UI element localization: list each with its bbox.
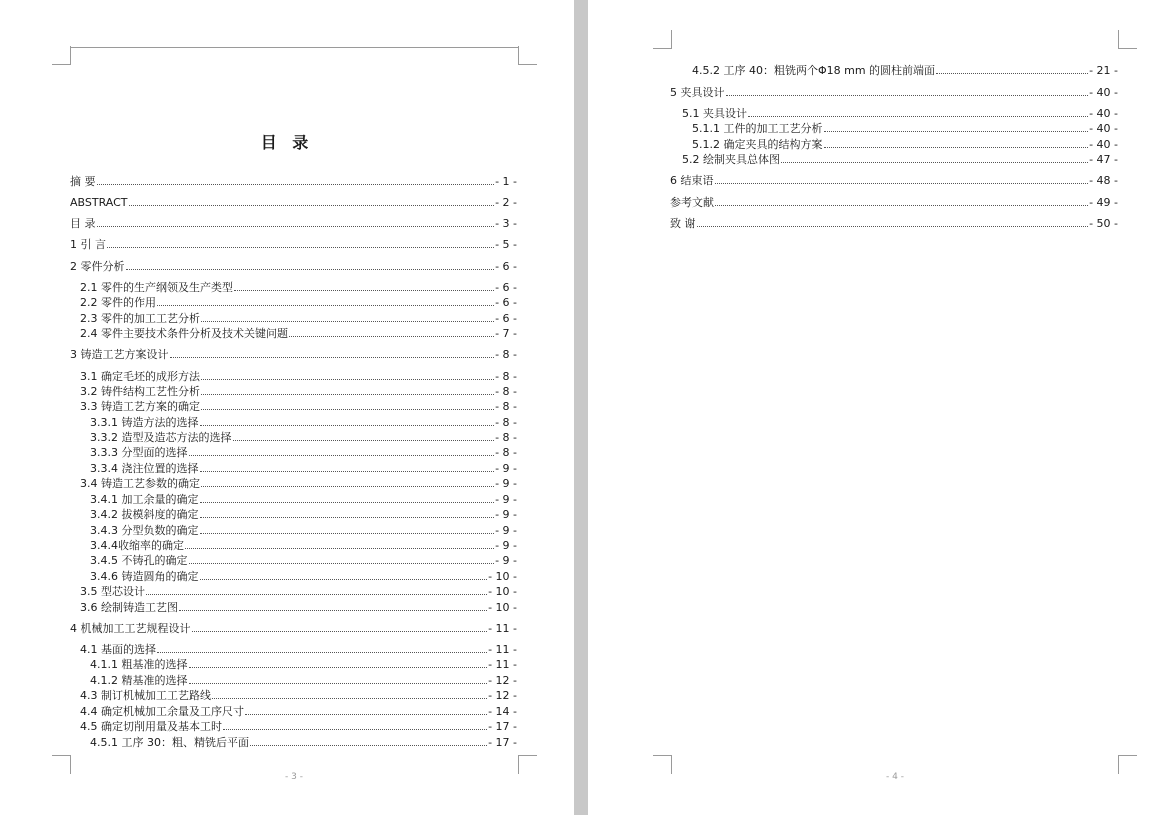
- page-gutter: [574, 0, 588, 815]
- dot-leader: [185, 548, 494, 549]
- toc-entry-label: 2.2 零件的作用: [80, 296, 156, 309]
- toc-entry-page-number: - 12 -: [488, 689, 517, 702]
- toc-entry-page-number: - 17 -: [488, 736, 517, 749]
- toc-entry-label: 3.1 确定毛坯的成形方法: [80, 370, 200, 383]
- dot-leader: [200, 471, 495, 472]
- toc-entry-page-number: - 8 -: [495, 446, 517, 459]
- toc-entry-page-number: - 12 -: [488, 674, 517, 687]
- dot-leader: [157, 305, 494, 306]
- toc-entry-label: 4.5.2 工序 40：粗铣两个Φ18 mm 的圆柱前端面: [692, 64, 936, 77]
- toc-entry-page-number: - 21 -: [1089, 64, 1118, 77]
- toc-entry[interactable]: [670, 86, 1118, 99]
- toc-entry[interactable]: [80, 601, 517, 614]
- toc-entry-label: 3.3 铸造工艺方案的确定: [80, 400, 200, 413]
- toc-entry-page-number: - 9 -: [495, 554, 517, 567]
- dot-leader: [936, 73, 1088, 74]
- toc-entry-page-number: - 9 -: [495, 508, 517, 521]
- toc-entry[interactable]: [80, 370, 517, 383]
- toc-entry-label: 4.3 制订机械加工工艺路线: [80, 689, 211, 702]
- dot-leader: [200, 517, 495, 518]
- toc-entry[interactable]: [90, 462, 517, 475]
- dot-leader: [189, 455, 495, 456]
- toc-entry-page-number: - 6 -: [495, 312, 517, 325]
- toc-entry-label: 2.4 零件主要技术条件分析及技术关键问题: [80, 327, 288, 340]
- dot-leader: [157, 652, 487, 653]
- toc-entry[interactable]: [70, 217, 517, 230]
- crop-mark-top-left: [52, 46, 71, 65]
- dot-leader: [715, 205, 1088, 206]
- toc-entry-label: 3.2 铸件结构工艺性分析: [80, 385, 200, 398]
- dot-leader: [97, 184, 495, 185]
- dot-leader: [824, 131, 1089, 132]
- toc-entry[interactable]: [90, 446, 517, 459]
- toc-entry[interactable]: [90, 508, 517, 521]
- toc-entry-page-number: - 8 -: [495, 370, 517, 383]
- toc-entry[interactable]: [70, 260, 517, 273]
- toc-entry[interactable]: [90, 539, 517, 552]
- toc-entry-page-number: - 9 -: [495, 524, 517, 537]
- toc-entry-page-number: - 11 -: [488, 643, 517, 656]
- toc-entry-page-number: - 47 -: [1089, 153, 1118, 166]
- toc-entry[interactable]: [670, 174, 1118, 187]
- toc-entry-page-number: - 17 -: [488, 720, 517, 733]
- toc-entry[interactable]: [90, 493, 517, 506]
- dot-leader: [234, 290, 494, 291]
- toc-entry[interactable]: [670, 217, 1118, 230]
- toc-entry-page-number: - 9 -: [495, 539, 517, 552]
- toc-entry-label: 3.4.4收缩率的确定: [90, 539, 184, 552]
- toc-entry[interactable]: [80, 327, 517, 340]
- page-number: - 3 -: [285, 772, 303, 782]
- toc-entry[interactable]: [80, 400, 517, 413]
- crop-mark-bottom-left: [52, 755, 71, 774]
- toc-entry-page-number: - 40 -: [1089, 122, 1118, 135]
- toc-entry-page-number: - 40 -: [1089, 107, 1118, 120]
- toc-entry[interactable]: [70, 196, 517, 209]
- toc-entry[interactable]: [90, 570, 517, 583]
- toc-entry-label: 4.1.2 精基准的选择: [90, 674, 188, 687]
- toc-entry-page-number: - 1 -: [495, 175, 517, 188]
- toc-entry-label: 3.4.2 拔模斜度的确定: [90, 508, 199, 521]
- dot-leader: [126, 269, 495, 270]
- toc-entry-page-number: - 9 -: [495, 477, 517, 490]
- dot-leader: [223, 729, 487, 730]
- toc-entry-page-number: - 11 -: [488, 658, 517, 671]
- toc-entry-label: 3.4.5 不铸孔的确定: [90, 554, 188, 567]
- toc-entry-page-number: - 9 -: [495, 493, 517, 506]
- dot-leader: [201, 486, 494, 487]
- toc-entry[interactable]: [80, 477, 517, 490]
- toc-entry-label: 5.1.1 工件的加工工艺分析: [692, 122, 823, 135]
- toc-entry-page-number: - 49 -: [1089, 196, 1118, 209]
- toc-entry[interactable]: [682, 153, 1118, 166]
- toc-entry[interactable]: [90, 736, 517, 749]
- crop-mark-top-left: [653, 30, 672, 49]
- dot-leader: [748, 116, 1088, 117]
- dot-leader: [212, 698, 487, 699]
- dot-leader: [170, 357, 495, 358]
- toc-entry-page-number: - 11 -: [488, 622, 517, 635]
- toc-entry-page-number: - 5 -: [495, 238, 517, 251]
- crop-mark-top-right: [1118, 30, 1137, 49]
- dot-leader: [726, 95, 1089, 96]
- dot-leader: [129, 205, 495, 206]
- toc-entry[interactable]: [80, 385, 517, 398]
- toc-entry-label: 5.1.2 确定夹具的结构方案: [692, 138, 823, 151]
- toc-entry-label: 3.3.4 浇注位置的选择: [90, 462, 199, 475]
- toc-entry-label: 3.3.3 分型面的选择: [90, 446, 188, 459]
- toc-entry-page-number: - 9 -: [495, 462, 517, 475]
- dot-leader: [107, 247, 494, 248]
- toc-entry-page-number: - 8 -: [495, 348, 517, 361]
- toc-entry[interactable]: [80, 296, 517, 309]
- dot-leader: [824, 147, 1089, 148]
- toc-entry[interactable]: [692, 122, 1118, 135]
- toc-entry-page-number: - 7 -: [495, 327, 517, 340]
- toc-entry-label: 3.4 铸造工艺参数的确定: [80, 477, 200, 490]
- toc-entry-page-number: - 8 -: [495, 400, 517, 413]
- toc-entry-page-number: - 50 -: [1089, 217, 1118, 230]
- dot-leader: [200, 533, 495, 534]
- toc-entry-label: 3.5 型芯设计: [80, 585, 145, 598]
- dot-leader: [97, 226, 495, 227]
- toc-entry-page-number: - 14 -: [488, 705, 517, 718]
- toc-entry-label: 3.4.3 分型负数的确定: [90, 524, 199, 537]
- toc-entry-label: 4.1.1 粗基准的选择: [90, 658, 188, 671]
- dot-leader: [715, 183, 1089, 184]
- toc-entry-label: 5 夹具设计: [670, 86, 725, 99]
- toc-entry[interactable]: [80, 705, 517, 718]
- toc-entry-page-number: - 8 -: [495, 385, 517, 398]
- crop-mark-bottom-right: [1118, 755, 1137, 774]
- toc-entry-label: 4.5 确定切削用量及基本工时: [80, 720, 222, 733]
- toc-entry-label: 5.1 夹具设计: [682, 107, 747, 120]
- toc-entry-page-number: - 8 -: [495, 431, 517, 444]
- dot-leader: [201, 321, 494, 322]
- dot-leader: [250, 745, 487, 746]
- toc-entry[interactable]: [90, 524, 517, 537]
- page-number: - 4 -: [886, 772, 904, 782]
- crop-mark-bottom-left: [653, 755, 672, 774]
- toc-entry-label: 1 引 言: [70, 238, 106, 251]
- toc-entry-label: 2.3 零件的加工工艺分析: [80, 312, 200, 325]
- toc-entry-label: 致 谢: [670, 217, 696, 230]
- toc-entry-label: 2 零件分析: [70, 260, 125, 273]
- dot-leader: [146, 594, 487, 595]
- dot-leader: [189, 667, 488, 668]
- toc-entry-label: ABSTRACT: [70, 196, 128, 209]
- toc-entry[interactable]: [80, 312, 517, 325]
- dot-leader: [192, 631, 488, 632]
- toc-entry-page-number: - 6 -: [495, 281, 517, 294]
- dot-leader: [697, 226, 1089, 227]
- dot-leader: [201, 409, 494, 410]
- toc-entry-label: 5.2 绘制夹具总体图: [682, 153, 780, 166]
- toc-entry-page-number: - 10 -: [488, 601, 517, 614]
- toc-entry-label: 4.4 确定机械加工余量及工序尺寸: [80, 705, 244, 718]
- toc-entry-label: 目 录: [70, 217, 96, 230]
- toc-entry-page-number: - 6 -: [495, 296, 517, 309]
- header-rule: [70, 47, 518, 48]
- toc-entry-label: 4 机械加工工艺规程设计: [70, 622, 191, 635]
- toc-entry-label: 3.3.2 造型及造芯方法的选择: [90, 431, 232, 444]
- toc-entry[interactable]: [80, 689, 517, 702]
- toc-entry[interactable]: [670, 196, 1118, 209]
- toc-entry[interactable]: [682, 107, 1118, 120]
- toc-entry[interactable]: [70, 175, 517, 188]
- toc-entry-label: 6 结束语: [670, 174, 714, 187]
- toc-entry-page-number: - 40 -: [1089, 138, 1118, 151]
- toc-entry-page-number: - 40 -: [1089, 86, 1118, 99]
- toc-entry-label: 2.1 零件的生产纲领及生产类型: [80, 281, 233, 294]
- dot-leader: [200, 579, 488, 580]
- toc-entry[interactable]: [90, 416, 517, 429]
- document-page-4: [588, 0, 1157, 815]
- toc-entry-label: 4.5.1 工序 30：粗、精铣后平面: [90, 736, 249, 749]
- dot-leader: [289, 336, 494, 337]
- dot-leader: [189, 563, 495, 564]
- toc-entry-page-number: - 8 -: [495, 416, 517, 429]
- toc-entry-label: 3.4.6 铸造圆角的确定: [90, 570, 199, 583]
- toc-entry[interactable]: [70, 238, 517, 251]
- toc-entry[interactable]: [80, 281, 517, 294]
- dot-leader: [245, 714, 487, 715]
- toc-entry-page-number: - 10 -: [488, 570, 517, 583]
- toc-entry[interactable]: [90, 431, 517, 444]
- toc-entry[interactable]: [80, 720, 517, 733]
- dot-leader: [179, 610, 487, 611]
- toc-entry[interactable]: [80, 643, 517, 656]
- toc-entry[interactable]: [692, 64, 1118, 77]
- toc-entry[interactable]: [70, 622, 517, 635]
- dot-leader: [200, 502, 495, 503]
- toc-entry-page-number: - 2 -: [495, 196, 517, 209]
- toc-entry-label: 3 铸造工艺方案设计: [70, 348, 169, 361]
- toc-entry[interactable]: [90, 674, 517, 687]
- toc-entry-page-number: - 3 -: [495, 217, 517, 230]
- toc-entry-label: 摘 要: [70, 175, 96, 188]
- dot-leader: [189, 683, 488, 684]
- document-page-3: [0, 0, 574, 815]
- toc-entry-label: 3.4.1 加工余量的确定: [90, 493, 199, 506]
- toc-entry[interactable]: [692, 138, 1118, 151]
- dot-leader: [201, 379, 494, 380]
- dot-leader: [233, 440, 495, 441]
- dot-leader: [781, 162, 1088, 163]
- toc-entry-page-number: - 6 -: [495, 260, 517, 273]
- toc-entry-label: 3.6 绘制铸造工艺图: [80, 601, 178, 614]
- dot-leader: [200, 425, 495, 426]
- toc-entry-page-number: - 10 -: [488, 585, 517, 598]
- toc-entry[interactable]: [80, 585, 517, 598]
- toc-entry[interactable]: [90, 658, 517, 671]
- toc-title: 目 录: [260, 133, 314, 152]
- crop-mark-top-right: [518, 46, 537, 65]
- toc-entry[interactable]: [90, 554, 517, 567]
- crop-mark-bottom-right: [518, 755, 537, 774]
- dot-leader: [201, 394, 494, 395]
- toc-entry-label: 3.3.1 铸造方法的选择: [90, 416, 199, 429]
- toc-entry-page-number: - 48 -: [1089, 174, 1118, 187]
- toc-entry-label: 参考文献: [670, 196, 714, 209]
- toc-entry-label: 4.1 基面的选择: [80, 643, 156, 656]
- toc-entry[interactable]: [70, 348, 517, 361]
